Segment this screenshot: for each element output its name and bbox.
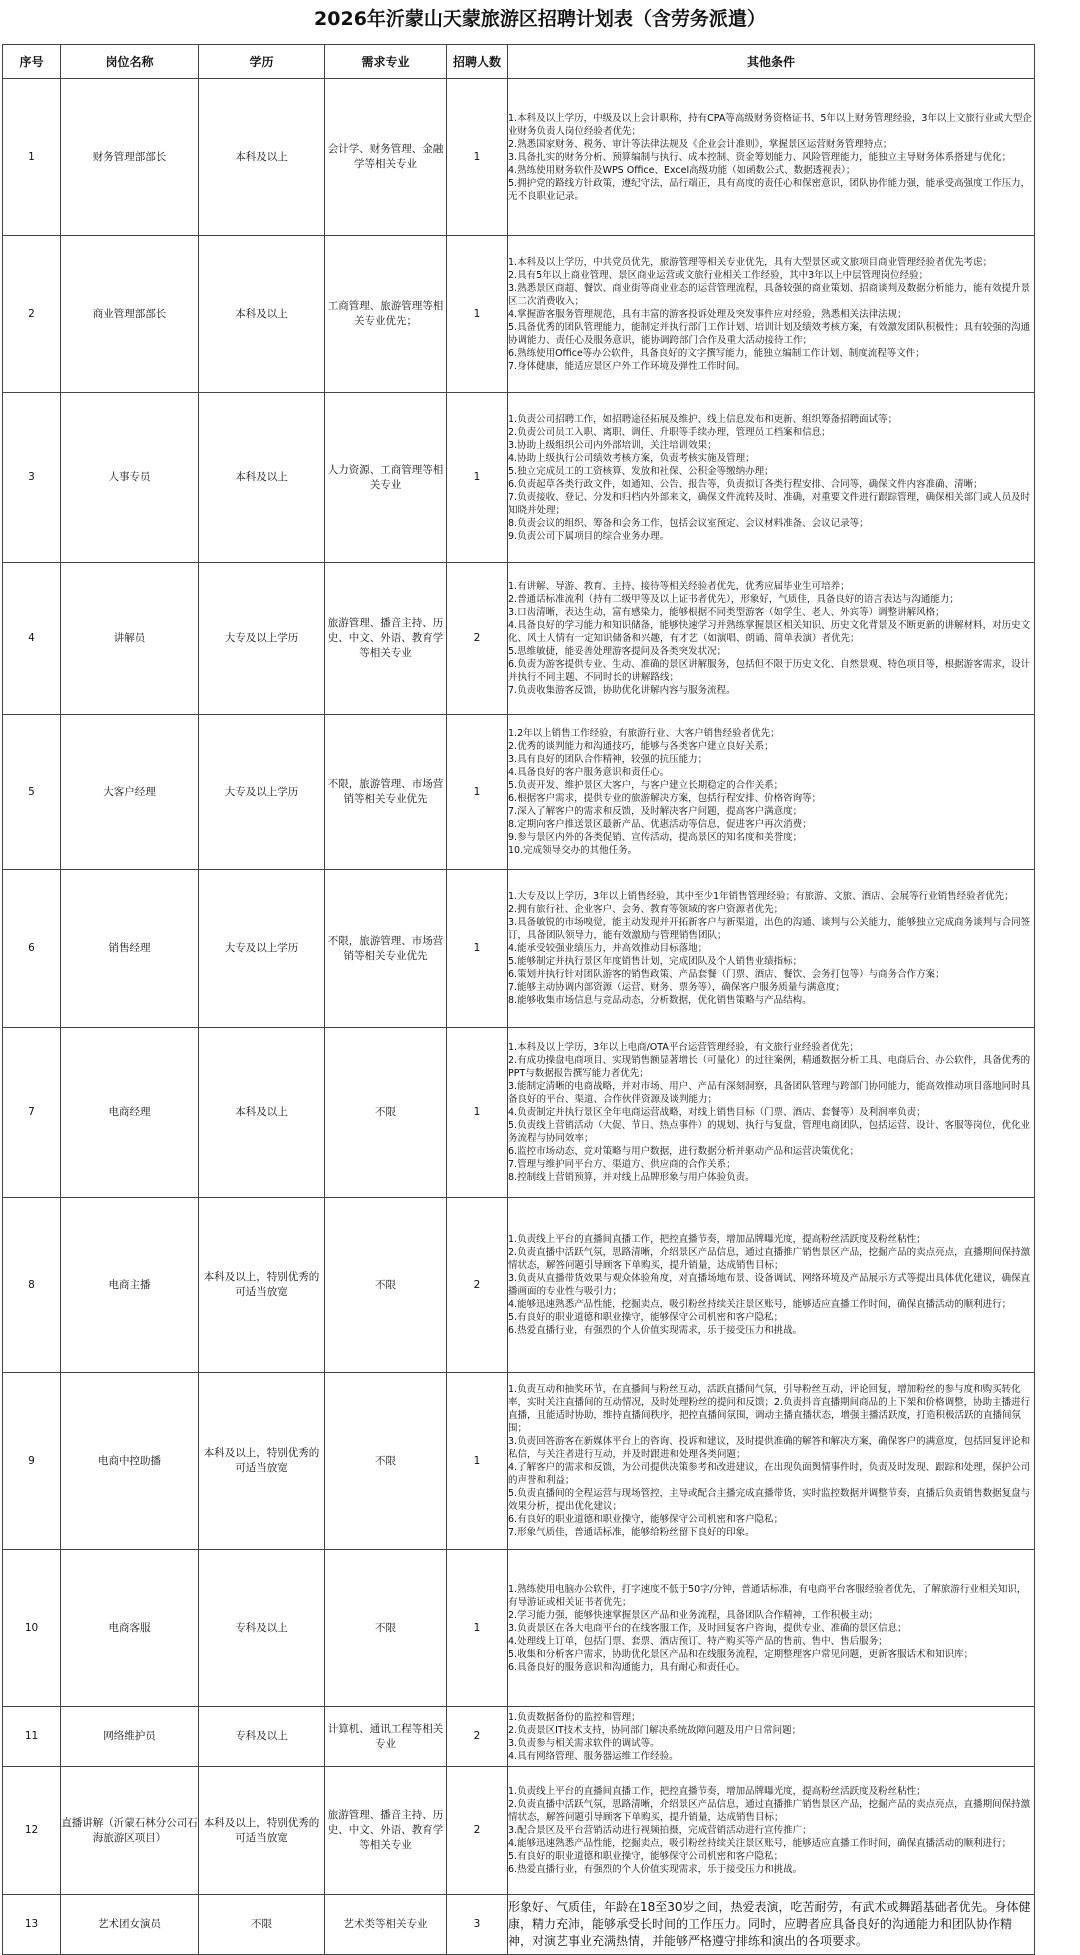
condition-line: 7.负责接收、登记、分发和归档内外部来文，确保文件流转及时、准确，对重要文件进行跟踪管理，确保相关部门或人员及时知晓并处理； xyxy=(508,491,1031,516)
condition-line: 7.管理与维护同平台方、渠道方、供应商的合作关系； xyxy=(508,1159,736,1170)
cell-position: 电商经理 xyxy=(61,1028,199,1198)
cell-education: 专科及以上 xyxy=(199,1707,325,1767)
condition-line: 1.负责公司招聘工作，如招聘途径拓展及维护、线上信息发布和更新、组织筹备招聘面试等； xyxy=(508,413,898,425)
cell-major: 不限 xyxy=(325,1028,447,1198)
condition-line: 1.本科及以上学历，中共党员优先，旅游管理等相关专业优先，具有大型景区或文旅项目商业管理经验者优先考虑； xyxy=(508,256,993,268)
condition-line: 3.能制定清晰的电商战略，并对市场、用户、产品有深刻洞察，具备团队管理与跨部门协同能力，能高效推动项目落地同时具备良好的平台、渠道、合作伙伴资源及谈判能力； xyxy=(508,1081,1031,1105)
cell-major: 艺术类等相关专业 xyxy=(325,1895,447,1955)
cell-other-conditions xyxy=(508,1767,1035,1895)
condition-line: 1.熟练使用电脑办公软件，打字速度不低于50字/分钟，普通话标准，有电商平台客服经验者优先，了解旅游行业相关知识，有导游证或相关证书者优先； xyxy=(508,1583,1027,1608)
condition-line: 6.根据客户需求，提供专业的旅游解决方案，包括行程安排、价格咨询等； xyxy=(508,793,822,804)
cell-count: 1 xyxy=(447,1550,508,1707)
condition-line: 7.形象气质佳，普通话标准，能够给粉丝留下良好的印象。 xyxy=(508,1527,755,1538)
recruitment-table xyxy=(2,44,1035,1955)
condition-line: 3.具有良好的团队合作精神，较强的抗压能力； xyxy=(508,754,708,765)
condition-line: 3.负责景区在各大电商平台的在线客服工作，及时回复客户咨询，提供专业、准确的景区信息； xyxy=(508,1622,907,1634)
cell-position: 销售经理 xyxy=(61,870,199,1028)
header-other: 其他条件 xyxy=(508,45,1035,79)
condition-line: 1.2年以上销售工作经验，有旅游行业、大客户销售经验者优先； xyxy=(508,728,780,739)
cell-no: 3 xyxy=(3,393,61,563)
condition-line: 6.监控市场动态、竞对策略与用户数据，进行数据分析并驱动产品和运营决策优化； xyxy=(508,1146,860,1157)
condition-line: 6.负责起草各类行政文件，如通知、公告、报告等，负责拟订各类行程安排、合同等，确保文件内容准确、清晰； xyxy=(508,478,983,490)
cell-count: 1 xyxy=(447,393,508,563)
condition-line: 3.配合景区及平台营销活动进行视频拍摄，完成营销活动进行宣传推广； xyxy=(508,1825,812,1836)
condition-line: 8.负责会议的组织、筹备和会务工作，包括会议室预定、会议材料准备、会议记录等； xyxy=(508,517,869,529)
condition-line: 3.口齿清晰，表达生动，富有感染力，能够根据不同类型游客（如学生、老人、外宾等）调整讲解风格； xyxy=(508,607,945,618)
condition-line: 2.负责直播中活跃气氛，思路清晰，介绍景区产品信息，通过直播推广销售景区产品，挖掘产品的卖点亮点，直播期间保持激情状态，解答问题引导顾客下单购买，提升销量，达成销售目标； xyxy=(508,1247,1031,1271)
condition-line: 3.具备敏锐的市场嗅觉，能主动发现并开拓新客户与新渠道，出色的沟通、谈判与公关能力，能够独立完成商务谈判与合同签订，具备团队领导力，能有效激励与管理销售团队； xyxy=(508,917,1031,941)
header-major: 需求专业 xyxy=(325,45,447,79)
condition-line: 4.了解客户的需求和反馈，为公司提供决策参考和改进建议，在出现负面舆情事件时，负责及时发现、跟踪和处理，保护公司的声誉和利益； xyxy=(508,1462,1031,1486)
cell-major: 旅游管理、播音主持、历史、中文、外语、教育学等相关专业 xyxy=(325,563,447,715)
cell-education: 大专及以上学历 xyxy=(199,870,325,1028)
condition-line: 2.熟悉国家财务、税务、审计等法律法规及《企业会计准则》，掌握景区运营财务管理特点； xyxy=(508,138,893,150)
cell-position: 电商中控助播 xyxy=(61,1373,199,1550)
cell-education: 本科及以上 xyxy=(199,79,325,236)
cell-major: 不限 xyxy=(325,1373,447,1550)
condition-line: 5.独立完成员工的工资核算、发放和社保、公积金等缴纳办理； xyxy=(508,465,774,477)
condition-line: 3.负责回答游客在新媒体平台上的咨询、投诉和建议，及时提供准确的解答和解决方案，确保客户的满意度，包括回复评论和私信，与关注者进行互动，并及时跟进和处理各类问题； xyxy=(508,1436,1031,1460)
cell-position: 电商客服 xyxy=(61,1550,199,1707)
condition-line: 4.能承受较强业绩压力，并高效推动目标落地； xyxy=(508,943,708,954)
cell-count: 2 xyxy=(447,1707,508,1767)
cell-education: 本科及以上，特别优秀的可适当放宽 xyxy=(199,1767,325,1895)
cell-no: 5 xyxy=(3,715,61,870)
cell-major: 不限 xyxy=(325,1198,447,1373)
cell-no: 1 xyxy=(3,79,61,236)
condition-line: 5.能够制定并执行景区年度销售计划，完成团队及个人销售业绩指标； xyxy=(508,956,803,967)
cell-major: 不限，旅游管理、市场营销等相关专业优先 xyxy=(325,870,447,1028)
cell-position: 商业管理部部长 xyxy=(61,236,199,393)
cell-no: 8 xyxy=(3,1198,61,1373)
condition-line: 4.具备良好的学习能力和知识储备，能够快速学习并熟练掌握景区相关知识、历史文化背景及不断更新的讲解材料，对历史文化、风土人情有一定知识储备和兴趣，有才艺（如演唱、朗诵、简单表演）者优先； xyxy=(508,620,1031,644)
condition-line: 6.热爱直播行业，有强烈的个人价值实现需求，乐于接受压力和挑战。 xyxy=(508,1325,803,1336)
cell-major: 计算机、通讯工程等相关专业 xyxy=(325,1707,447,1767)
condition-line: 4.负责制定并执行景区全年电商运营战略，对线上销售目标（门票、酒店、套餐等）及利润率负责； xyxy=(508,1107,926,1118)
cell-count: 1 xyxy=(447,1373,508,1550)
condition-line: 4.协助上级执行公司绩效考核方案，负责考核实施及管理； xyxy=(508,452,755,464)
table-row xyxy=(3,1550,1035,1707)
condition-line: 1.本科及以上学历，3年以上电商/OTA平台运营管理经验，有文旅行业经验者优先； xyxy=(508,1042,859,1053)
cell-other-conditions xyxy=(508,1373,1035,1550)
cell-no: 7 xyxy=(3,1028,61,1198)
cell-major: 会计学、财务管理、金融学等相关专业 xyxy=(325,79,447,236)
cell-count: 1 xyxy=(447,715,508,870)
cell-education: 不限 xyxy=(199,1895,325,1955)
cell-other-conditions xyxy=(508,1550,1035,1707)
table-row xyxy=(3,236,1035,393)
cell-position: 电商主播 xyxy=(61,1198,199,1373)
condition-line: 3.熟悉景区商超、餐饮、商业街等商业业态的运营管理流程，具备较强的商业策划、招商谈判及数据分析能力，能有效提升景区二次消费收入； xyxy=(508,282,1031,307)
header-no: 序号 xyxy=(3,45,61,79)
header-count: 招聘人数 xyxy=(447,45,508,79)
condition-line: 6.负责为游客提供专业、生动、准确的景区讲解服务，包括但不限于历史文化、自然景观、特色项目等，根据游客需求，设计并执行不同主题、不同时长的讲解路线； xyxy=(508,659,1031,683)
condition-line: 4.处理线上订单，包括门票、套票、酒店预订、特产购买等产品的售前、售中、售后服务； xyxy=(508,1635,888,1647)
condition-line: 6.具备良好的服务意识和沟通能力，具有耐心和责任心。 xyxy=(508,1661,746,1673)
cell-other-conditions xyxy=(508,1895,1035,1955)
cell-no: 13 xyxy=(3,1895,61,1955)
condition-line: 4.熟练使用财务软件及WPS Office、Excel高级功能（如函数公式、数据透视表）； xyxy=(508,164,856,176)
table-row xyxy=(3,1707,1035,1767)
table-row xyxy=(3,1767,1035,1895)
condition-line: 5.负责直播间的全程运营与现场管控，主导或配合主播完成直播带货，实时监控数据并调整节奏，直播后负责销售数据复盘与效果分析，提出优化建议； xyxy=(508,1488,1031,1512)
cell-count: 1 xyxy=(447,1028,508,1198)
condition-line: 4.具有网络管理、服务器运维工作经验。 xyxy=(508,1750,679,1762)
cell-no: 12 xyxy=(3,1767,61,1895)
cell-other-conditions xyxy=(508,1198,1035,1373)
condition-line: 5.思维敏捷，能妥善处理游客提问及各类突发状况； xyxy=(508,646,727,657)
condition-line: 6.有良好的职业道德和职业操守，能够保守公司机密和客户隐私； xyxy=(508,1514,784,1525)
cell-major: 不限，旅游管理、市场营销等相关专业优先 xyxy=(325,715,447,870)
condition-line: 3.协助上级组织公司内外部培训，关注培训效果； xyxy=(508,439,717,451)
table-row xyxy=(3,79,1035,236)
header-education: 学历 xyxy=(199,45,325,79)
cell-no: 2 xyxy=(3,236,61,393)
cell-education: 大专及以上学历 xyxy=(199,563,325,715)
condition-line: 2.负责公司员工入职、离职、调任、升职等手续办理，管理员工档案和信息； xyxy=(508,426,831,438)
condition-line: 1.大专及以上学历，3年以上销售经验，其中至少1年销售管理经验；有旅游、文旅、酒店、会展等行业销售经验者优先； xyxy=(508,891,1014,902)
cell-count: 1 xyxy=(447,870,508,1028)
condition-line: 5.有良好的职业道德和职业操守，能够保守公司机密和客户隐私； xyxy=(508,1312,784,1323)
cell-major: 不限 xyxy=(325,1550,447,1707)
cell-education: 本科及以上 xyxy=(199,236,325,393)
condition-line: 2.普通话标准流利（持有二级甲等及以上证书者优先），形象好，气质佳，具备良好的语言表达与沟通能力； xyxy=(508,594,959,605)
cell-count: 2 xyxy=(447,563,508,715)
condition-line: 5.具备优秀的团队管理能力，能制定并执行部门工作计划、培训计划及绩效考核方案，有效激发团队积极性；具有较强的沟通协调能力、责任心及服务意识，能协调跨部门合作及重大活动接待工作； xyxy=(508,321,1031,346)
cell-position: 大客户经理 xyxy=(61,715,199,870)
cell-education: 本科及以上 xyxy=(199,393,325,563)
condition-line: 9.参与景区内外的各类促销、宣传活动，提高景区的知名度和美誉度； xyxy=(508,832,803,843)
cell-position: 网络维护员 xyxy=(61,1707,199,1767)
table-row xyxy=(3,1198,1035,1373)
table-row xyxy=(3,870,1035,1028)
condition-line: 3.负责从直播带货效果与观众体验角度，对直播场地布景、设备调试、网络环境及产品展示方式等提出具体优化建议，确保直播画面的专业性与吸引力； xyxy=(508,1273,1031,1297)
cell-position: 艺术团女演员 xyxy=(61,1895,199,1955)
cell-position: 讲解员 xyxy=(61,563,199,715)
cell-other-conditions xyxy=(508,79,1035,236)
cell-other-conditions xyxy=(508,715,1035,870)
condition-line: 2.具有5年以上商业管理、景区商业运营或文旅行业相关工作经验，其中3年以上中层管理岗位经验； xyxy=(508,269,929,281)
condition-line: 2.拥有旅行社、企业客户、会务、教育等领域的客户资源者优先； xyxy=(508,904,784,915)
page-title: 2026年沂蒙山天蒙旅游区招聘计划表（含劳务派遣） xyxy=(314,8,766,30)
condition-line: 6.熟练使用Office等办公软件，具备良好的文字撰写能力，能独立编制工作计划、制度流程等文件； xyxy=(508,347,925,359)
cell-major: 工商管理、旅游管理等相关专业优先； xyxy=(325,236,447,393)
table-row xyxy=(3,1895,1035,1955)
cell-education: 专科及以上 xyxy=(199,1550,325,1707)
table-header-row xyxy=(3,45,1035,79)
condition-line: 4.具备良好的客户服务意识和责任心。 xyxy=(508,767,670,778)
condition-line: 6.策划并执行针对团队游客的销售政策、产品套餐（门票、酒店、餐饮、会务打包等）与商务合作方案； xyxy=(508,969,945,980)
cell-major: 旅游管理、播音主持、历史、中文、外语、教育学等相关专业 xyxy=(325,1767,447,1895)
condition-line: 7.负责收集游客反馈，协助优化讲解内容与服务流程。 xyxy=(508,685,736,696)
cell-no: 6 xyxy=(3,870,61,1028)
condition-line: 2.优秀的谈判能力和沟通技巧，能够与各类客户建立良好关系； xyxy=(508,741,774,752)
cell-other-conditions xyxy=(508,236,1035,393)
condition-line: 1.负责互动和抽奖环节，在直播间与粉丝互动，活跃直播间气氛，引导粉丝互动，评论回复，增加粉丝的参与度和购买转化率，实时关注直播间的互动情况，及时处理粉丝的提问和反馈；2.负责抖音直播期间商品的上下架和价格调整，协助主播进行直播，且能适时协助，维持直播间秩序，把控直播间氛围，调动主播直播状态，增强主播活跃度，打造积极活跃的直播间氛围； xyxy=(508,1384,1031,1434)
cell-other-conditions xyxy=(508,393,1035,563)
cell-education: 大专及以上学历 xyxy=(199,715,325,870)
condition-line: 4.能够迅速熟悉产品性能，挖掘卖点，吸引粉丝持续关注景区账号，能够适应直播工作时间，确保直播活动的顺利进行； xyxy=(508,1838,1012,1849)
condition-line: 2.负责直播中活跃气氛，思路清晰，介绍景区产品信息，通过直播推广销售景区产品，挖掘产品的卖点亮点，直播期间保持激情状态，解答问题引导顾客下单购买，提升销量，达成销售目标； xyxy=(508,1799,1031,1823)
condition-line: 1.负责线上平台的直播间直播工作，把控直播节奏，增加品牌曝光度，提高粉丝活跃度及粉丝粘性； xyxy=(508,1234,926,1245)
cell-count: 2 xyxy=(447,1767,508,1895)
cell-education: 本科及以上 xyxy=(199,1028,325,1198)
condition-line: 1.有讲解、导游、教育、主持、接待等相关经验者优先，优秀应届毕业生可培养； xyxy=(508,581,850,592)
condition-line: 5.拥护党的路线方针政策，遵纪守法，品行端正，具有高度的责任心和保密意识，团队协作能力强，能承受高强度工作压力，无不良职业记录。 xyxy=(508,177,1031,202)
condition-line: 7.深入了解客户的需求和反馈，及时解决客户问题，提高客户满意度； xyxy=(508,806,803,817)
condition-line: 3.具备扎实的财务分析、预算编制与执行、成本控制、资金筹划能力、风险管理能力，能独立主导财务体系搭建与优化； xyxy=(508,151,1012,163)
condition-line: 4.掌握游客服务管理规范，具有丰富的游客投诉处理及突发事件应对经验，熟悉相关法律法规； xyxy=(508,308,907,320)
condition-line: 7.能够主动协调内部资源（运营、财务、票务等），确保客户服务质量与满意度； xyxy=(508,982,845,993)
cell-other-conditions xyxy=(508,870,1035,1028)
condition-line: 3.负责参与相关需求软件的调试等。 xyxy=(508,1737,660,1749)
cell-major: 人力资源、工商管理等相关专业 xyxy=(325,393,447,563)
condition-line: 9.负责公司下属项目的综合业务办理。 xyxy=(508,530,670,542)
table-row xyxy=(3,715,1035,870)
table-row xyxy=(3,393,1035,563)
cell-other-conditions xyxy=(508,1028,1035,1198)
condition-line: 1.负责数据备份的监控和管理； xyxy=(508,1711,641,1723)
condition-line: 1.负责线上平台的直播间直播工作，把控直播节奏，增加品牌曝光度，提高粉丝活跃度及粉丝粘性； xyxy=(508,1786,926,1797)
cell-no: 11 xyxy=(3,1707,61,1767)
cell-count: 1 xyxy=(447,79,508,236)
header-position: 岗位名称 xyxy=(61,45,199,79)
condition-line: 2.学习能力强，能够快速掌握景区产品和业务流程，具备团队合作精神，工作积极主动； xyxy=(508,1609,879,1621)
cell-position: 直播讲解（沂蒙石林分公司石海旅游区项目） xyxy=(61,1767,199,1895)
cell-position: 财务管理部部长 xyxy=(61,79,199,236)
condition-line: 形象好、气质佳，年龄在18至30岁之间，热爱表演，吃苦耐劳，有武术或舞蹈基础者优先。身体健康，精力充沛，能够承受长时间的工作压力。同时，应聘者应具备良好的沟通能力和团队协作精神，对演艺事业充满热情，并能够严格遵守排练和演出的各项要求。 xyxy=(508,1900,1031,1948)
cell-no: 10 xyxy=(3,1550,61,1707)
cell-no: 4 xyxy=(3,563,61,715)
cell-count: 2 xyxy=(447,1198,508,1373)
cell-other-conditions xyxy=(508,1707,1035,1767)
condition-line: 5.负责开发、维护景区大客户，与客户建立长期稳定的合作关系； xyxy=(508,780,784,791)
condition-line: 5.收集和分析客户需求，协助优化景区产品和在线服务流程，定期整理客户常见问题，更新客服话术和知识库； xyxy=(508,1648,974,1660)
condition-line: 5.负责线上营销活动（大促、节日、热点事件）的规划、执行与复盘，管理电商团队，包括运营、设计、客服等岗位，优化业务流程与协同效率； xyxy=(508,1120,1031,1144)
cell-count: 1 xyxy=(447,236,508,393)
condition-line: 2.有成功操盘电商项目、实现销售额显著增长（可量化）的过往案例，精通数据分析工具、电商后台、办公软件，具备优秀的PPT与数据报告撰写能力者优先； xyxy=(508,1055,1031,1079)
cell-education: 本科及以上，特别优秀的可适当放宽 xyxy=(199,1198,325,1373)
table-row xyxy=(3,563,1035,715)
condition-line: 8.能够收集市场信息与竞品动态，分析数据，优化销售策略与产品结构。 xyxy=(508,995,812,1006)
table-row xyxy=(3,1028,1035,1198)
condition-line: 6.热爱直播行业，有强烈的个人价值实现需求，乐于接受压力和挑战。 xyxy=(508,1864,803,1875)
condition-line: 1.本科及以上学历，中级及以上会计职称，持有CPA等高级财务资格证书、5年以上财务管理经验，3年以上文旅行业或大型企业财务负责人岗位经验者优先； xyxy=(508,112,1032,137)
condition-line: 10.完成领导交办的其他任务。 xyxy=(508,845,638,856)
cell-position: 人事专员 xyxy=(61,393,199,563)
cell-education: 本科及以上，特别优秀的可适当放宽 xyxy=(199,1373,325,1550)
condition-line: 5.有良好的职业道德和职业操守，能够保守公司机密和客户隐私； xyxy=(508,1851,784,1862)
cell-count: 3 xyxy=(447,1895,508,1955)
condition-line: 2.负责景区IT技术支持，协同部门解决系统故障问题及用户日常问题； xyxy=(508,1724,802,1736)
condition-line: 8.定期向客户推送景区最新产品、优惠活动等信息，促进客户再次消费； xyxy=(508,819,812,830)
condition-line: 4.能够迅速熟悉产品性能，挖掘卖点，吸引粉丝持续关注景区账号，能够适应直播工作时间，确保直播活动的顺利进行； xyxy=(508,1299,1012,1310)
condition-line: 7.身体健康，能适应景区户外工作环境及弹性工作时间。 xyxy=(508,360,746,372)
cell-other-conditions xyxy=(508,563,1035,715)
table-row xyxy=(3,1373,1035,1550)
condition-line: 8.控制线上营销预算，并对线上品牌形象与用户体验负责。 xyxy=(508,1172,755,1183)
cell-no: 9 xyxy=(3,1373,61,1550)
